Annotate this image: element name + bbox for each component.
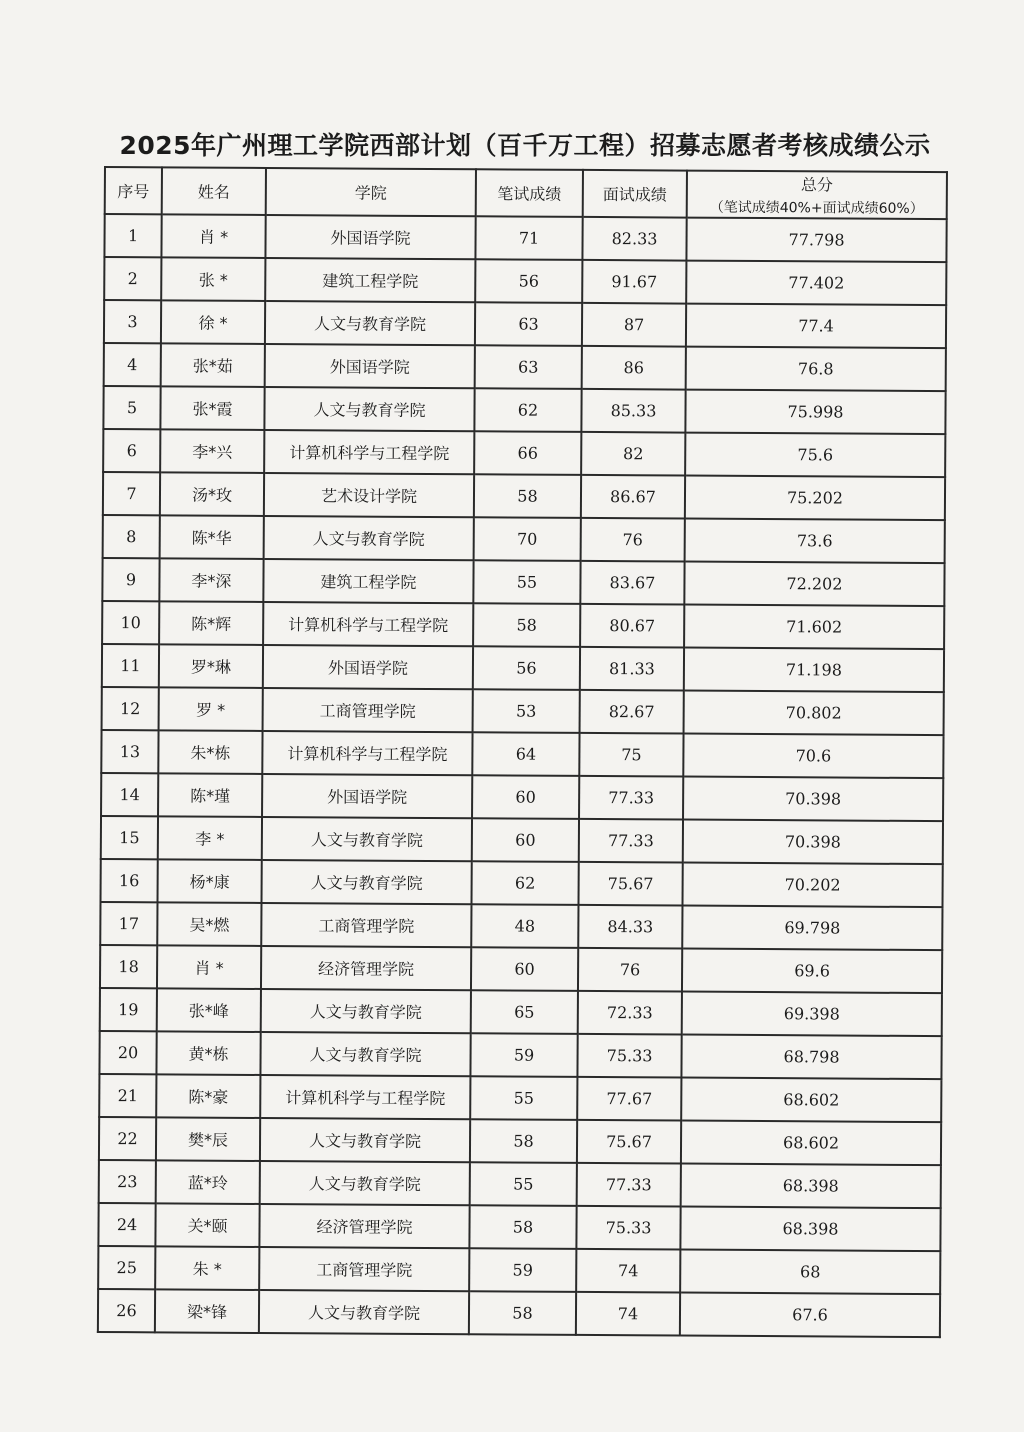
header-seq: 序号: [105, 167, 162, 214]
header-total-score: [687, 171, 947, 220]
table-row: [99, 1031, 941, 1079]
cell-written-score: 58: [473, 603, 580, 647]
table-row: [101, 859, 943, 907]
cell-total-score: 73.6: [685, 519, 945, 564]
cell-written-score: 62: [474, 388, 581, 432]
cell-interview-score: 81.33: [580, 647, 684, 691]
cell-seq: 26: [98, 1289, 155, 1332]
cell-written-score: 59: [470, 1033, 577, 1077]
cell-seq: 9: [102, 558, 159, 601]
table-row: [100, 945, 942, 993]
cell-name: 黄*栋: [156, 1031, 260, 1075]
table-row: [102, 687, 944, 735]
cell-interview-score: 80.67: [580, 604, 684, 648]
cell-seq: 14: [101, 773, 158, 816]
cell-college: 艺术设计学院: [264, 473, 474, 517]
cell-total-score: 67.6: [680, 1293, 940, 1338]
cell-seq: 16: [101, 859, 158, 902]
table-row: [101, 816, 943, 864]
cell-name: 陈*辉: [159, 601, 263, 645]
cell-seq: 25: [98, 1246, 155, 1289]
cell-total-score: 69.398: [682, 992, 942, 1037]
cell-interview-score: 72.33: [578, 991, 682, 1035]
cell-written-score: 56: [473, 646, 580, 690]
cell-college: 工商管理学院: [263, 688, 473, 732]
table-row: [99, 1160, 941, 1208]
cell-seq: 13: [101, 730, 158, 773]
cell-college: 外国语学院: [265, 215, 475, 259]
cell-written-score: 64: [472, 732, 579, 776]
cell-college: 人文与教育学院: [262, 860, 472, 904]
cell-college: 建筑工程学院: [263, 559, 473, 603]
cell-total-score: 71.602: [684, 605, 944, 650]
cell-seq: 18: [100, 945, 157, 988]
header-interview-score: 面试成绩: [583, 170, 687, 218]
cell-college: 经济管理学院: [261, 946, 471, 990]
cell-written-score: 55: [470, 1162, 577, 1206]
cell-college: 人文与教育学院: [264, 387, 474, 431]
cell-written-score: 63: [475, 345, 582, 389]
cell-seq: 7: [103, 472, 160, 515]
cell-total-score: 77.4: [686, 304, 946, 349]
cell-interview-score: 75.67: [578, 862, 682, 906]
cell-college: 人文与教育学院: [261, 989, 471, 1033]
cell-written-score: 71: [475, 216, 582, 260]
cell-seq: 1: [104, 214, 161, 257]
cell-seq: 6: [103, 429, 160, 472]
cell-name: 陈*华: [160, 515, 264, 559]
cell-name: 罗*琳: [159, 644, 263, 688]
header-college: 学院: [266, 168, 476, 216]
cell-written-score: 58: [474, 474, 581, 518]
cell-interview-score: 82: [581, 432, 685, 476]
cell-name: 徐 *: [161, 300, 265, 344]
table-body: [98, 214, 947, 1337]
table-row: [104, 300, 946, 348]
cell-written-score: 53: [473, 689, 580, 733]
cell-seq: 17: [100, 902, 157, 945]
cell-seq: 12: [102, 687, 159, 730]
cell-college: 工商管理学院: [261, 903, 471, 947]
cell-name: 梁*锋: [155, 1289, 259, 1333]
cell-interview-score: 77.33: [579, 776, 683, 820]
cell-interview-score: 75.33: [577, 1034, 681, 1078]
cell-total-score: 70.6: [683, 734, 943, 779]
cell-total-score: 69.798: [682, 906, 942, 951]
cell-college: 计算机科学与工程学院: [260, 1075, 470, 1119]
table-row: [101, 773, 943, 821]
cell-college: 人文与教育学院: [262, 817, 472, 861]
cell-interview-score: 91.67: [582, 260, 686, 304]
cell-total-score: 77.402: [686, 261, 946, 306]
table-row: [102, 558, 944, 606]
table-header-row: [105, 167, 947, 219]
cell-name: 吴*燃: [157, 902, 261, 946]
table-row: [99, 1074, 941, 1122]
cell-college: 经济管理学院: [259, 1204, 469, 1248]
cell-written-score: 55: [473, 560, 580, 604]
cell-interview-score: 86: [582, 346, 686, 390]
cell-total-score: 68.602: [681, 1121, 941, 1166]
cell-total-score: 76.8: [686, 347, 946, 392]
cell-written-score: 58: [469, 1291, 576, 1335]
cell-total-score: 68.798: [681, 1035, 941, 1080]
table-row: [104, 343, 946, 391]
cell-interview-score: 77.33: [577, 1163, 681, 1207]
cell-interview-score: 75: [579, 733, 683, 777]
cell-seq: 10: [102, 601, 159, 644]
cell-college: 建筑工程学院: [265, 258, 475, 302]
cell-written-score: 70: [474, 517, 581, 561]
cell-interview-score: 75.33: [576, 1206, 680, 1250]
cell-seq: 5: [103, 386, 160, 429]
cell-seq: 22: [99, 1117, 156, 1160]
cell-name: 陈*瑾: [158, 773, 262, 817]
cell-total-score: 77.798: [686, 218, 946, 263]
table-row: [101, 730, 943, 778]
cell-written-score: 60: [471, 947, 578, 991]
cell-written-score: 60: [472, 775, 579, 819]
cell-total-score: 75.202: [685, 476, 945, 521]
cell-name: 张*峰: [157, 988, 261, 1032]
cell-seq: 4: [104, 343, 161, 386]
table-row: [100, 988, 942, 1036]
cell-interview-score: 74: [576, 1249, 680, 1293]
cell-name: 蓝*玲: [156, 1160, 260, 1204]
cell-college: 计算机科学与工程学院: [264, 430, 474, 474]
cell-written-score: 56: [475, 259, 582, 303]
cell-name: 汤*玫: [160, 472, 264, 516]
cell-name: 朱*栋: [158, 730, 262, 774]
cell-interview-score: 77.67: [577, 1077, 681, 1121]
cell-written-score: 48: [471, 904, 578, 948]
table-row: [99, 1117, 941, 1165]
cell-written-score: 58: [469, 1205, 576, 1249]
cell-total-score: 70.802: [684, 691, 944, 736]
page-title: 2025年广州理工学院西部计划（百千万工程）招募志愿者考核成绩公示: [119, 131, 931, 160]
cell-college: 计算机科学与工程学院: [263, 602, 473, 646]
header-total-label: 总分: [800, 175, 833, 195]
cell-total-score: 72.202: [684, 562, 944, 607]
table-row: [102, 644, 944, 692]
cell-written-score: 63: [475, 302, 582, 346]
cell-total-score: 75.6: [685, 433, 945, 478]
cell-college: 外国语学院: [265, 344, 475, 388]
table-row: [104, 257, 946, 305]
cell-total-score: 70.398: [683, 777, 943, 822]
cell-college: 人文与教育学院: [264, 516, 474, 560]
cell-name: 张*茹: [161, 343, 265, 387]
cell-college: 计算机科学与工程学院: [262, 731, 472, 775]
cell-written-score: 58: [470, 1119, 577, 1163]
cell-name: 朱 *: [155, 1246, 259, 1290]
cell-college: 人文与教育学院: [260, 1118, 470, 1162]
header-name: 姓名: [162, 167, 266, 215]
cell-seq: 3: [104, 300, 161, 343]
cell-college: 外国语学院: [262, 774, 472, 818]
cell-interview-score: 74: [576, 1292, 680, 1336]
table-row: [103, 386, 945, 434]
cell-written-score: 55: [470, 1076, 577, 1120]
header-total-note: （笔试成绩40%+面试成绩60%）: [709, 199, 924, 218]
cell-seq: 21: [99, 1074, 156, 1117]
table-row: [98, 1203, 940, 1251]
table-row: [102, 601, 944, 649]
cell-name: 杨*康: [158, 859, 262, 903]
cell-college: 人文与教育学院: [260, 1032, 470, 1076]
cell-college: 外国语学院: [263, 645, 473, 689]
table-row: [103, 515, 945, 563]
cell-total-score: 70.398: [683, 820, 943, 865]
cell-total-score: 71.198: [684, 648, 944, 693]
cell-seq: 2: [104, 257, 161, 300]
cell-interview-score: 87: [582, 303, 686, 347]
cell-total-score: 70.202: [682, 863, 942, 908]
cell-total-score: 75.998: [685, 390, 945, 435]
cell-total-score: 68.602: [681, 1078, 941, 1123]
cell-interview-score: 86.67: [581, 475, 685, 519]
table-row: [100, 902, 942, 950]
cell-name: 张 *: [161, 257, 265, 301]
table-row: [98, 1289, 940, 1337]
cell-total-score: 68.398: [680, 1207, 940, 1252]
cell-seq: 19: [100, 988, 157, 1031]
cell-written-score: 59: [469, 1248, 576, 1292]
cell-name: 罗 *: [159, 687, 263, 731]
table-row: [104, 214, 946, 262]
cell-name: 樊*辰: [156, 1117, 260, 1161]
cell-written-score: 62: [471, 861, 578, 905]
table-row: [103, 472, 945, 520]
cell-interview-score: 77.33: [579, 819, 683, 863]
cell-seq: 8: [103, 515, 160, 558]
cell-seq: 23: [99, 1160, 156, 1203]
cell-name: 陈*豪: [156, 1074, 260, 1118]
cell-interview-score: 85.33: [581, 389, 685, 433]
cell-college: 人文与教育学院: [265, 301, 475, 345]
cell-interview-score: 84.33: [578, 905, 682, 949]
cell-college: 人文与教育学院: [260, 1161, 470, 1205]
cell-name: 李*兴: [160, 429, 264, 473]
table-row: [98, 1246, 940, 1294]
cell-seq: 11: [102, 644, 159, 687]
cell-written-score: 60: [472, 818, 579, 862]
cell-college: 工商管理学院: [259, 1247, 469, 1291]
score-table: [97, 166, 948, 1338]
cell-seq: 24: [98, 1203, 155, 1246]
cell-name: 肖 *: [161, 214, 265, 258]
cell-interview-score: 82.33: [582, 217, 686, 261]
cell-interview-score: 76: [578, 948, 682, 992]
cell-written-score: 66: [474, 431, 581, 475]
table-row: [103, 429, 945, 477]
cell-college: 人文与教育学院: [259, 1290, 469, 1334]
cell-total-score: 69.6: [682, 949, 942, 994]
cell-seq: 15: [101, 816, 158, 859]
cell-interview-score: 75.67: [577, 1120, 681, 1164]
cell-name: 张*霞: [160, 386, 264, 430]
cell-total-score: 68: [680, 1250, 940, 1295]
cell-written-score: 65: [471, 990, 578, 1034]
cell-name: 李 *: [158, 816, 262, 860]
cell-name: 肖 *: [157, 945, 261, 989]
cell-name: 关*颐: [155, 1203, 259, 1247]
cell-name: 李*深: [159, 558, 263, 602]
cell-interview-score: 76: [581, 518, 685, 562]
cell-interview-score: 83.67: [580, 561, 684, 605]
cell-total-score: 68.398: [681, 1164, 941, 1209]
cell-seq: 20: [99, 1031, 156, 1074]
cell-interview-score: 82.67: [580, 690, 684, 734]
header-written-score: 笔试成绩: [476, 169, 583, 217]
